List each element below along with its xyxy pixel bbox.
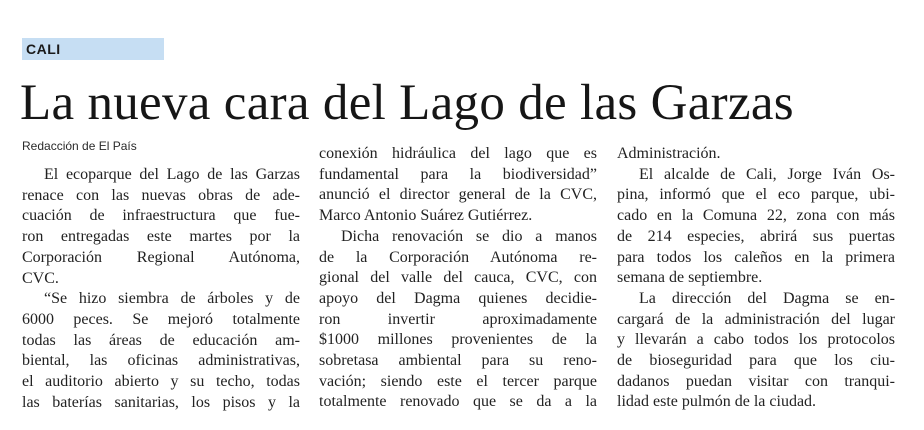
text-line: Corporación Regional Autónoma,: [22, 248, 300, 266]
text-line: dadanos puedan visitar con tranqui-: [617, 372, 895, 390]
text-line: todas las áreas de educación am-: [22, 331, 300, 349]
text-line: las baterías sanitarias, los pisos y la: [22, 393, 300, 411]
text-line: conexión hidráulica del lago que es: [319, 145, 597, 162]
text-line: cargará de la administración del lugar: [617, 310, 895, 328]
text-line: apoyo del Dagma quienes decidie-: [319, 289, 597, 307]
text-line: el auditorio abierto y su techo, todas: [22, 373, 300, 391]
text-line: La dirección del Dagma se en-: [639, 289, 895, 307]
text-line: para todos los caleños en la primera: [617, 248, 895, 266]
text-line: Dicha renovación se dio a manos: [341, 227, 597, 245]
text-line: cado en la Comuna 22, zona con más: [617, 207, 895, 225]
article-column-2: [319, 144, 597, 413]
text-line: renace con las nuevas obras de ade-: [22, 186, 300, 204]
text-line: gional del valle del cauca, CVC, con: [319, 269, 597, 287]
text-line: $1000 millones provenientes de la: [319, 331, 597, 349]
text-line: de 214 especies, abrirá sus puertas: [617, 227, 895, 245]
article-column-1: [22, 165, 300, 413]
text-line: de bioseguridad para que los ciu-: [617, 352, 895, 370]
text-line: de la Corporación Autónoma re-: [319, 248, 597, 266]
text-line: El ecoparque del Lago de las Garzas: [44, 166, 300, 183]
text-line: 6000 peces. Se mejoró totalmente: [22, 310, 300, 328]
text-line: “Se hizo siembra de árboles y de: [44, 290, 300, 308]
text-line: El alcalde de Cali, Jorge Iván Os-: [639, 165, 895, 183]
headline: La nueva cara del Lago de las Garzas: [20, 75, 794, 131]
article-column-3: [617, 144, 895, 413]
text-line: Marco Antonio Suárez Gutiérrez.: [319, 207, 533, 225]
text-line: sobretasa ambiental para su reno-: [319, 352, 597, 370]
text-line: ron entregadas este martes por la: [22, 228, 300, 246]
text-line: pina, informó que el eco parque, ubi-: [617, 186, 895, 204]
text-line: totalmente renovado que se da a la: [319, 393, 597, 411]
byline: Redacción de El País: [22, 139, 137, 153]
text-line: Administración.: [617, 145, 721, 162]
text-line: cuación de infraestructura que fue-: [22, 207, 300, 225]
section-tag: CALI: [22, 38, 164, 60]
text-line: CVC.: [22, 269, 59, 287]
text-line: ron invertir aproximadamente: [319, 310, 597, 328]
text-line: anunció el director general de la CVC,: [319, 186, 597, 204]
text-line: semana de septiembre.: [617, 269, 763, 287]
text-line: biental, las oficinas administrativas,: [22, 352, 300, 370]
text-line: fundamental para la biodiversidad”: [319, 165, 597, 183]
text-line: lidad este pulmón de la ciudad.: [617, 393, 817, 411]
text-line: vación; siendo este el tercer parque: [319, 372, 597, 390]
text-line: y llevarán a cabo todos los protocolos: [617, 331, 895, 349]
